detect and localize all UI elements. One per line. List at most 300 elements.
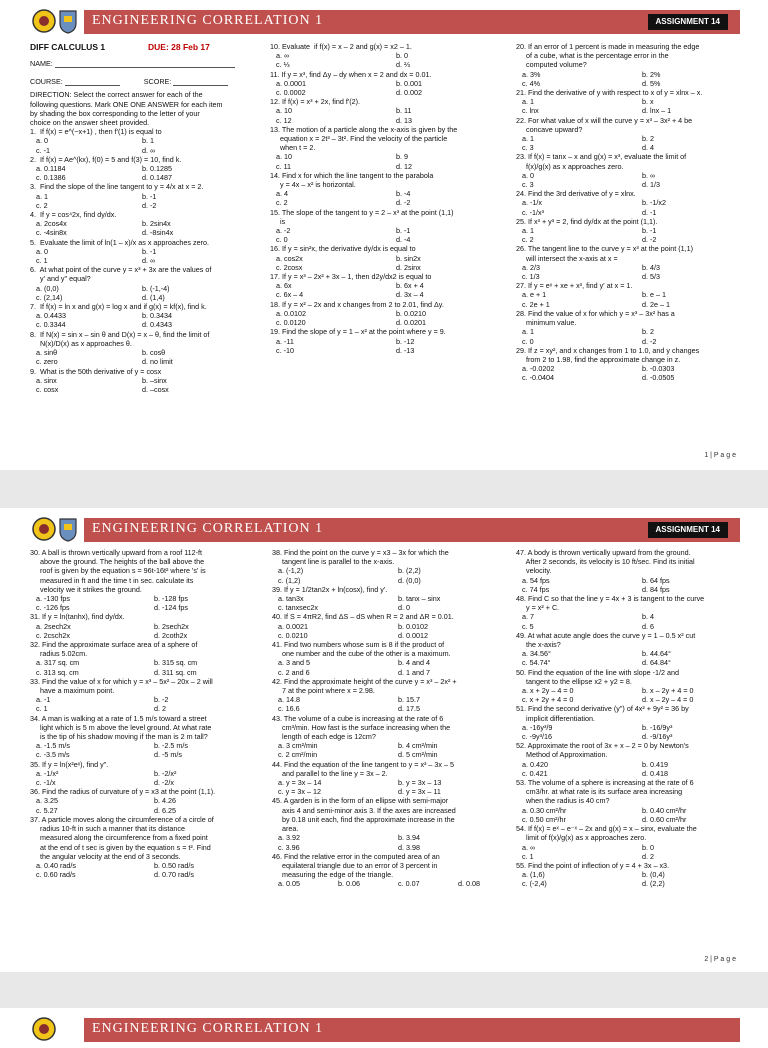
choice-row: [516, 134, 756, 143]
question: [516, 778, 756, 824]
choice: b. –sinx: [142, 375, 167, 385]
choice: c. 2 cm²/min: [278, 750, 318, 760]
choice: d. 0.08: [458, 879, 480, 889]
question: [272, 548, 512, 585]
choice: b. 0.419: [642, 759, 668, 769]
choice: b. 2%: [642, 69, 661, 79]
choice-row: [270, 152, 510, 161]
choice-row: [270, 235, 510, 244]
question: [270, 97, 510, 125]
choice-row: [516, 198, 756, 207]
choice: d. -4: [396, 235, 411, 245]
choice: b. -16/9y³: [642, 722, 673, 732]
question-text: 8. If N(x) = sin x – sin θ and D(x) = x – θ, find the limit of: [30, 329, 210, 339]
choice-row: [516, 364, 756, 373]
choice-row: [516, 585, 756, 594]
choice: b. 0.001: [396, 78, 422, 88]
question-text: 26. The tangent line to the curve y = x³ at the point (1,1): [516, 244, 694, 254]
question-text: 34. A man is walking at a rate of 1.5 m/s toward a street: [30, 713, 207, 723]
choice-row: [272, 622, 512, 631]
question-text: area.: [272, 824, 299, 834]
question-text: concave upward?: [516, 124, 583, 134]
choice-row: [516, 327, 756, 336]
question-text: 21. Find the derivative of y with respect to x of y = xlnx – x.: [516, 88, 703, 98]
question-text: the x-axis?: [516, 640, 561, 650]
choice: a. 2cos4x: [36, 219, 67, 229]
question-text: light which is 5 m above the level ground. At what rate: [30, 722, 212, 732]
question-text: 24. Find the 3rd derivative of y = xlnx.: [516, 189, 636, 199]
question-text: at the end of t sec is given by the equation s = t². Find: [30, 842, 211, 852]
choice-row: [270, 346, 510, 355]
choice: b. -4: [396, 189, 411, 199]
question-text: have a maximum point.: [30, 686, 115, 696]
question-text: 42. Find the approximate height of the curve y = x³ – 2x² +: [272, 676, 457, 686]
school-logos-icon: [32, 1016, 80, 1042]
question-text: measuring the edge of the triangle.: [272, 870, 394, 880]
choice: a. e + 1: [522, 290, 547, 300]
question-text: 50. Find the equation of the line with slope -1/2 and: [516, 667, 680, 677]
choice: d. –cosx: [142, 384, 169, 394]
choice: d. 0.0201: [396, 318, 426, 328]
choice: a. 1: [522, 97, 534, 107]
choice: c. 6x – 4: [276, 290, 304, 300]
choice: b. 4 cm²/min: [398, 741, 438, 751]
choice: b. (2,2): [398, 566, 421, 576]
question-text: 46. Find the relative error in the computed area of an: [272, 851, 440, 861]
header-bar: [84, 1018, 740, 1042]
choice-row: [272, 879, 512, 888]
question-text: of a cube, what is the percentage error in the: [516, 51, 669, 61]
choice-row: [272, 778, 512, 787]
question: [270, 42, 510, 70]
question: [272, 760, 512, 797]
question-text: measured in ft and the time t in sec. calculate its: [30, 575, 194, 585]
choice-row: [516, 272, 756, 281]
choice-row: [516, 686, 756, 695]
choice: b. y = 3x – 13: [398, 778, 442, 788]
choice: c. y = 3x – 12: [278, 787, 321, 797]
choice: b. 4 and 4: [398, 658, 430, 668]
choice: d. (1,4): [142, 292, 165, 302]
question: [516, 741, 756, 778]
choice: a. 7: [522, 612, 534, 622]
choice-row: [272, 704, 512, 713]
choice: a. ∞: [276, 51, 290, 61]
choice: d. 0: [398, 603, 410, 613]
question-text: 16. If y = sin²x, the derivative dy/dx is equal to: [270, 244, 416, 254]
choice: a. 0: [522, 170, 534, 180]
page-1: [0, 0, 768, 470]
direction-line: following questions. Mark ONE ONE ANSWER for each item: [30, 99, 223, 109]
choice-row: [516, 732, 756, 741]
question-text: 10. Evaluate if f(x) = x – 2 and g(x) = x2 – 1.: [270, 42, 412, 51]
choice: c. 1/3: [522, 272, 540, 282]
choice: b. -1: [142, 191, 157, 201]
choice: a. 317 sq. cm: [36, 658, 80, 668]
choice: a. 1: [36, 191, 48, 201]
choice: b. 4/3: [642, 262, 660, 272]
choice: d. 0.1487: [142, 173, 172, 183]
choice: c. 0.0120: [276, 318, 306, 328]
direction-line: choice on the answer sheet provided.: [30, 118, 150, 128]
question-text: 22. For what value of x will the curve y = x³ – 3x² + 4 be: [516, 115, 693, 125]
question-text: velocity we it strikes the ground.: [30, 584, 142, 594]
choice: c. 1: [522, 851, 534, 861]
school-logos-icon: [32, 516, 80, 542]
choice-row: [516, 723, 756, 732]
choice-row: [270, 337, 510, 346]
name-field[interactable]: [55, 61, 235, 68]
choice-row: [272, 833, 512, 842]
question-text: 41. Find two numbers whose sum is 8 if the product of: [272, 640, 445, 650]
question-text: when the radius is 40 cm?: [516, 796, 610, 806]
choice: c. (2,14): [36, 292, 63, 302]
school-logos-icon: [32, 8, 80, 34]
choice: a. 0.0021: [278, 621, 308, 631]
choice-row: [30, 796, 266, 805]
choice-row: [30, 668, 266, 677]
question-text: 51. Find the second derivative (y") of 4x² + 9y² = 36 by: [516, 704, 689, 714]
choice: d. ∞: [142, 145, 156, 155]
choice-row: [30, 658, 266, 667]
page-header: [0, 6, 768, 38]
choice: a. 2sech2x: [36, 621, 71, 631]
question-text: 29. If z = xy², and x changes from 1 to 1.0, and y changes: [516, 345, 700, 355]
choice: d. lnx – 1: [642, 106, 672, 116]
choice: d. 0.60 cm²/hr: [642, 814, 687, 824]
name-row: [30, 59, 242, 68]
choice: d. 2: [642, 851, 654, 861]
question-text: axis 4 and semi-minor axis 3. If the axes are increased: [272, 805, 456, 815]
question-text: is the tip of his shadow moving if the man is 2 m tall?: [30, 732, 208, 742]
choice-row: [516, 870, 756, 879]
choice-row: [30, 164, 242, 173]
choice: c. 2: [36, 200, 48, 210]
question: [30, 677, 266, 714]
choice: c. 1: [36, 256, 48, 266]
question: [516, 594, 756, 631]
choice: b. 44.64°: [642, 649, 671, 659]
choice-row: [516, 235, 756, 244]
question: [516, 346, 756, 383]
question: [30, 640, 266, 677]
choice-row: [270, 309, 510, 318]
choice: b. tanx – sinx: [398, 594, 441, 604]
question: [272, 677, 512, 714]
header-title: ENGINEERING CORRELATION 1: [92, 13, 324, 28]
question: [516, 704, 756, 741]
choice: d. ∞: [142, 256, 156, 266]
question: [30, 210, 242, 238]
choice: d. -8sin4x: [142, 228, 174, 238]
choice: b. 1: [142, 136, 154, 146]
choice: c. -4sin8x: [36, 228, 67, 238]
question-text: y = x² + C.: [516, 603, 560, 613]
choice: a. -130 fps: [36, 594, 70, 604]
choice-row: [30, 603, 266, 612]
choice: b. 0.40 cm²/hr: [642, 805, 687, 815]
choice-row: [272, 603, 512, 612]
choice: c. 0.50 cm²/hr: [522, 814, 566, 824]
choice-row: [30, 631, 266, 640]
choice: d. 2sinx: [396, 262, 421, 272]
choice: d. 1/3: [642, 180, 660, 190]
choice: b. 64 fps: [642, 575, 670, 585]
question: [516, 152, 756, 189]
choice: a. (-1,2): [278, 566, 304, 576]
choice: a. 3 cm²/min: [278, 741, 318, 751]
page-footer: 2 | P a g e: [704, 956, 736, 963]
choice-row: [516, 290, 756, 299]
choice-row: [270, 60, 510, 69]
score-field[interactable]: [173, 79, 228, 86]
question-text: 25. If x³ + y³ = 2, find dy/dx at the point (1,1).: [516, 216, 658, 226]
choice: b. 4: [642, 612, 654, 622]
choice: a. -1/x²: [36, 768, 59, 778]
question: [270, 208, 510, 245]
choice: d. no limit: [142, 357, 173, 367]
choice-row: [516, 649, 756, 658]
question: [516, 281, 756, 309]
question-text: cm³/min. How fast is the surface increasing when the: [272, 722, 451, 732]
question: [516, 217, 756, 245]
question: [270, 171, 510, 208]
question-text: is: [270, 216, 286, 226]
course-row: [30, 77, 242, 86]
choice: b. 15.7: [398, 695, 420, 705]
question: [30, 714, 266, 760]
question-text: 4. If y = cos⁴2x, find dy/dx.: [30, 210, 117, 220]
choice: b. 0.0210: [396, 308, 426, 318]
question-text: 1. If f(x) = e^(−x+1) , then f'(1) is equal to: [30, 127, 162, 137]
header-title: ENGINEERING CORRELATION 1: [92, 521, 324, 536]
choice: d. -13: [396, 345, 415, 355]
choice: a. 0.40 rad/s: [36, 860, 76, 870]
questions-10-19: [270, 42, 510, 355]
question: [272, 714, 512, 760]
choice: b. sin2x: [396, 253, 421, 263]
page-3: [0, 1008, 768, 1048]
question-text: 37. A particle moves along the circumference of a circle of: [30, 814, 214, 824]
question: [30, 612, 266, 640]
choice: a. sinx: [36, 375, 57, 385]
choice-row: [270, 189, 510, 198]
choice-row: [272, 843, 512, 852]
question: [516, 189, 756, 217]
choice: b. 2sin4x: [142, 219, 171, 229]
page-header: [0, 514, 768, 546]
choice: c. 0: [276, 235, 288, 245]
questions-30-37: [30, 548, 266, 879]
question-text: limit of f(x)/g(x) as x approaches zero.: [516, 833, 647, 843]
question-text: the angular velocity at the end of 3 seconds.: [30, 851, 181, 861]
header-bar: [84, 10, 740, 34]
choice: b. 2: [642, 327, 654, 337]
choice-row: [516, 171, 756, 180]
choice-row: [270, 106, 510, 115]
choice: a. -1: [36, 695, 51, 705]
choice: b. 0: [642, 842, 654, 852]
choice: c. zero: [36, 357, 58, 367]
question-text: 15. The slope of the tangent to y = 2 – x³ at the point (1,1): [270, 207, 454, 217]
course-label: COURSE:: [30, 77, 63, 87]
choice: c. 2 and 6: [278, 667, 310, 677]
choice-row: [516, 769, 756, 778]
question-text: minimum value.: [516, 318, 577, 328]
choice-row: [272, 594, 512, 603]
question-text: 3. Find the slope of the line tangent to y = 4/x at x = 2.: [30, 182, 204, 192]
choice-row: [30, 311, 242, 320]
choice: a. 2/3: [522, 262, 540, 272]
question-text: 27. If y = eˣ + xe + x³, find y' at x = 1.: [516, 281, 633, 291]
question-text: equilateral triangle due to an error of 3 percent in: [272, 860, 438, 870]
choice: b. 0.1285: [142, 164, 172, 174]
choice: a. 0.4433: [36, 311, 66, 321]
choice: a. 6x: [276, 281, 292, 291]
question: [516, 244, 756, 281]
question-text: 5. Evaluate the limit of ln(1 – x)/x as x approaches zero.: [30, 237, 209, 247]
question-text: 47. A body is thrown vertically upward from the ground.: [516, 548, 691, 557]
choice-row: [30, 861, 266, 870]
choice: c. (-2,4): [522, 879, 547, 889]
choice-row: [516, 70, 756, 79]
choice-row: [30, 228, 242, 237]
choice: c. 2csch2x: [36, 630, 70, 640]
choice-row: [272, 631, 512, 640]
choice: c. 74 fps: [522, 584, 550, 594]
choice-row: [516, 622, 756, 631]
question: [30, 760, 266, 788]
course-field[interactable]: [65, 79, 120, 86]
questions-47-55: [516, 548, 756, 889]
question-text: implicit differentiation.: [516, 713, 595, 723]
choice: b. cosθ: [142, 348, 166, 358]
choice-row: [30, 136, 242, 145]
choice: c. 2: [522, 235, 534, 245]
choice: c. 3.96: [278, 842, 300, 852]
question-text: 6. At what point of the curve y = x³ + 3x are the values of: [30, 265, 212, 275]
subject-line: [30, 42, 242, 53]
choice: d. 0.4343: [142, 320, 172, 330]
choice: d. 64.84°: [642, 658, 671, 668]
choice: c. 0.60 rad/s: [36, 870, 76, 880]
choice: c. 11: [276, 161, 292, 171]
choice-row: [272, 741, 512, 750]
choice: a. 0.0102: [276, 308, 306, 318]
choice: a. 1: [522, 134, 534, 144]
choice: b. -1: [642, 226, 657, 236]
choice-row: [516, 208, 756, 217]
choice: a. -2: [276, 226, 291, 236]
question: [30, 265, 242, 302]
choice-row: [30, 376, 242, 385]
question-text: tangent line is parallel to the x-axis.: [272, 557, 395, 567]
question-text: tangent to the ellipse x2 + y2 = 8.: [516, 676, 632, 686]
choice: a. sinθ: [36, 348, 58, 358]
choice: b. 0.06: [338, 879, 360, 889]
choice: d. 311 sq. cm: [154, 667, 197, 677]
choice: c. lnx: [522, 106, 539, 116]
choice: d. 5%: [642, 78, 661, 88]
question: [272, 640, 512, 677]
question: [270, 272, 510, 300]
choice: a. -11: [276, 336, 294, 346]
question: [30, 238, 242, 266]
question: [516, 824, 756, 861]
question-text: velocity.: [516, 566, 552, 576]
choice-row: [30, 870, 266, 879]
choice-row: [30, 293, 242, 302]
question: [30, 330, 242, 367]
question-text: length of each edge is 12cm?: [272, 732, 376, 742]
question: [516, 116, 756, 153]
choice: a. ∞: [522, 842, 536, 852]
choice: b. -2/x²: [154, 768, 177, 778]
choice: b. 0.3434: [142, 311, 172, 321]
choice-row: [270, 51, 510, 60]
choice: c. 1: [36, 704, 48, 714]
choice: b. 2sech2x: [154, 621, 189, 631]
question-text: by 0.18 unit each, find the approximate increase in the: [272, 814, 455, 824]
choice-row: [30, 256, 242, 265]
choice-row: [30, 320, 242, 329]
choice: a. 3.25: [36, 796, 58, 806]
choice-row: [516, 852, 756, 861]
question-text: 33. Find the value of x for which y = x³ – 5x² – 20x – 2 will: [30, 676, 213, 686]
question-text: radius 10-ft in such a manner that its distance: [30, 824, 186, 834]
question-text: equation x = 2t³ – 3t². Find the velocity of the particle: [270, 134, 448, 144]
choice-row: [516, 658, 756, 667]
choice: a. 0: [36, 136, 48, 146]
choice-row: [272, 787, 512, 796]
choice-row: [270, 290, 510, 299]
choice: c. 12: [276, 115, 292, 125]
choice: d. 6.25: [154, 805, 176, 815]
question-text: 23. If f(x) = tanx – x and g(x) = x³, evaluate the limit of: [516, 152, 687, 162]
question-text: 17. If y = x³ – 2x² + 3x – 1, then d2y/dx2 is equal to: [270, 272, 432, 282]
choice: b. 0.50 rad/s: [154, 860, 194, 870]
question: [516, 88, 756, 116]
choice: d. 5/3: [642, 272, 660, 282]
choice: b. -1: [142, 246, 157, 256]
question-text: N(x)/D(x) as x approaches θ.: [30, 338, 132, 348]
choice-row: [30, 201, 242, 210]
question: [516, 548, 756, 594]
choice: d. 2: [154, 704, 166, 714]
choice: b. 0: [396, 51, 408, 61]
question: [272, 796, 512, 851]
choice: d. ⅔: [396, 60, 410, 70]
choice: a. 3%: [522, 69, 541, 79]
choice: d. -2: [142, 200, 157, 210]
choice: a. -1.5 m/s: [36, 741, 70, 751]
choice: a. 1: [522, 327, 534, 337]
question: [270, 125, 510, 171]
choice: c. -9y³/16: [522, 732, 552, 742]
choice-row: [516, 143, 756, 152]
choice: a. 14.8: [278, 695, 300, 705]
question-text: cm3/hr. at what rate is its surface area increasing: [516, 787, 683, 797]
choice-row: [30, 704, 266, 713]
question-text: 52. Approximate the root of 3x + x – 2 = 0 by Newton's: [516, 741, 689, 751]
choice-row: [272, 658, 512, 667]
choice: a. 0.30 cm²/hr: [522, 805, 567, 815]
choice: c. 313 sq. cm: [36, 667, 79, 677]
choice: a. 0.420: [522, 759, 548, 769]
choice: b. 11: [396, 106, 412, 116]
choice-row: [272, 668, 512, 677]
choice-row: [516, 337, 756, 346]
